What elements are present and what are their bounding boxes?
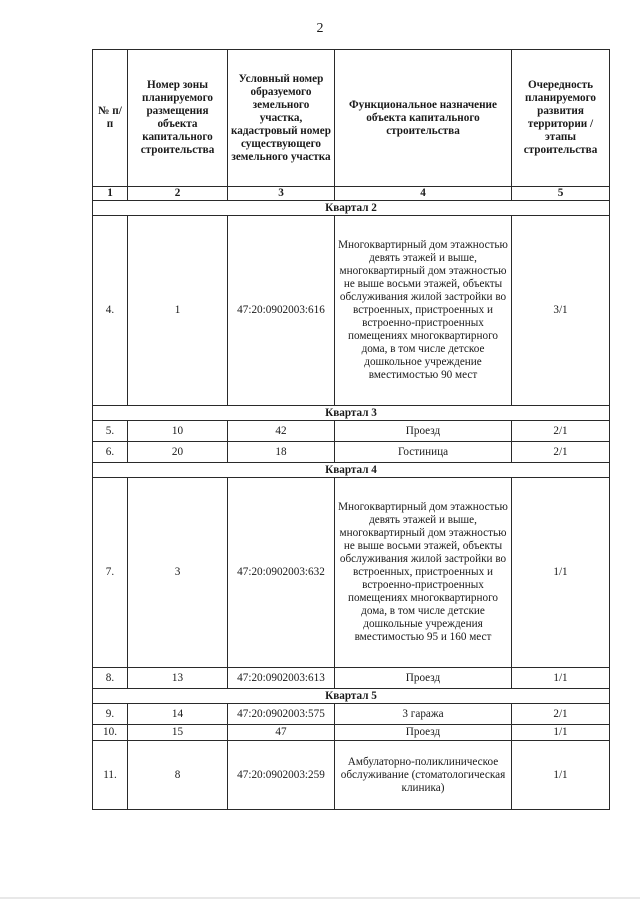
plot-number: 47 — [228, 725, 335, 741]
zone-number: 13 — [128, 668, 228, 689]
plot-number: 42 — [228, 421, 335, 442]
table-row — [93, 478, 610, 668]
row-number: 8. — [93, 668, 128, 689]
zoning-table — [92, 49, 610, 810]
table-header-row — [93, 50, 610, 187]
section-row — [93, 463, 610, 478]
function-cell: Проезд — [335, 725, 512, 741]
row-number: 10. — [93, 725, 128, 741]
stage-cell: 1/1 — [512, 741, 610, 810]
stage-cell: 1/1 — [512, 725, 610, 741]
plot-number: 47:20:0902003:575 — [228, 704, 335, 725]
zone-number: 10 — [128, 421, 228, 442]
stage-cell: 1/1 — [512, 478, 610, 668]
stage-cell: 2/1 — [512, 421, 610, 442]
stage-cell: 3/1 — [512, 216, 610, 406]
plot-number: 47:20:0902003:613 — [228, 668, 335, 689]
row-number: 4. — [93, 216, 128, 406]
zone-number: 20 — [128, 442, 228, 463]
zone-number: 15 — [128, 725, 228, 741]
stage-cell: 2/1 — [512, 704, 610, 725]
column-number: 4 — [335, 187, 512, 201]
plot-number: 47:20:0902003:632 — [228, 478, 335, 668]
header-cell-number: № п/п — [93, 50, 128, 187]
zone-number: 14 — [128, 704, 228, 725]
function-cell: 3 гаража — [335, 704, 512, 725]
table-row — [93, 668, 610, 689]
header-cell-function: Функциональное назначение объекта капитального строительства — [335, 50, 512, 187]
section-title: Квартал 4 — [93, 463, 610, 478]
plot-number: 18 — [228, 442, 335, 463]
zone-number: 8 — [128, 741, 228, 810]
column-number: 2 — [128, 187, 228, 201]
row-number: 11. — [93, 741, 128, 810]
zone-number: 3 — [128, 478, 228, 668]
section-title: Квартал 5 — [93, 689, 610, 704]
plot-number: 47:20:0902003:259 — [228, 741, 335, 810]
table-row — [93, 704, 610, 725]
stage-cell: 1/1 — [512, 668, 610, 689]
table-row — [93, 216, 610, 406]
plot-number: 47:20:0902003:616 — [228, 216, 335, 406]
row-number: 5. — [93, 421, 128, 442]
column-number: 1 — [93, 187, 128, 201]
page-number: 2 — [316, 21, 324, 36]
row-number: 6. — [93, 442, 128, 463]
function-cell: Многоквартирный дом этажностью девять этажей и выше, многоквартирный дом этажностью не выше восьми этажей, объекты обслуживания жилой застройки во встроенных, пристроенных и встроенно-пристроенных помещениях многоквартирного дома, в том числе детские дошкольные учреждения вместимостью 95 и 160 мест — [335, 478, 512, 668]
section-row — [93, 201, 610, 216]
column-number: 3 — [228, 187, 335, 201]
table-row — [93, 741, 610, 810]
page-bottom-divider — [0, 897, 640, 899]
zone-number: 1 — [128, 216, 228, 406]
header-cell-stage: Очередность планируемого развития территории / этапы строительства — [512, 50, 610, 187]
section-row — [93, 689, 610, 704]
table-row — [93, 725, 610, 741]
header-cell-zone: Номер зоны планируемого размещения объекта капитального строительства — [128, 50, 228, 187]
stage-cell: 2/1 — [512, 442, 610, 463]
function-cell: Гостиница — [335, 442, 512, 463]
column-number: 5 — [512, 187, 610, 201]
section-title: Квартал 3 — [93, 406, 610, 421]
function-cell: Проезд — [335, 668, 512, 689]
section-row — [93, 406, 610, 421]
row-number: 9. — [93, 704, 128, 725]
section-title: Квартал 2 — [93, 201, 610, 216]
function-cell: Проезд — [335, 421, 512, 442]
function-cell: Многоквартирный дом этажностью девять этажей и выше, многоквартирный дом этажностью не выше восьми этажей, объекты обслуживания жилой застройки во встроенных, пристроенных и встроенно-пристроенных помещениях многоквартирного дома, в том числе детское дошкольное учреждение вместимостью 90 мест — [335, 216, 512, 406]
table-row — [93, 442, 610, 463]
column-number-row — [93, 187, 610, 201]
row-number: 7. — [93, 478, 128, 668]
table-row — [93, 421, 610, 442]
function-cell: Амбулаторно-поликлиническое обслуживание (стоматологическая клиника) — [335, 741, 512, 810]
header-cell-plot: Условный номер образуемого земельного участка, кадастровый номер существующего земельного участка — [228, 50, 335, 187]
